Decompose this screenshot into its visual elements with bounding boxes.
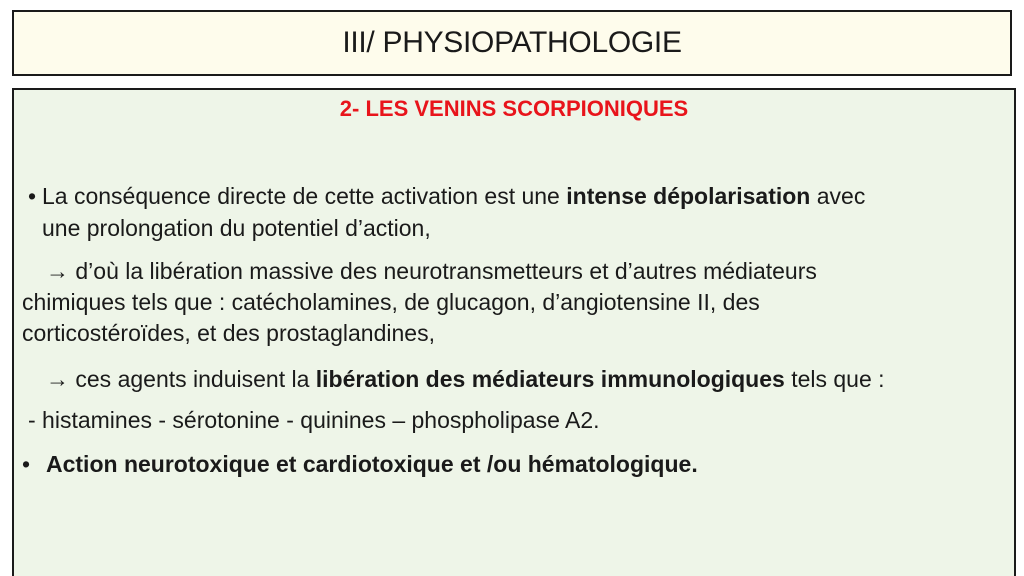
paragraph-4: - histamines - sérotonine - quinines – phospholipase A2. <box>28 407 600 433</box>
content-box <box>12 88 1016 576</box>
paragraph-3-text-post: tels que : <box>784 366 885 392</box>
paragraph-3-text-bold: libération des médiateurs immunologiques <box>315 366 785 392</box>
bullet-item-1-line-2: une prolongation du potentiel d’action, <box>42 215 431 241</box>
paragraph-3 <box>46 363 885 395</box>
paragraph-2-line-1: → d’où la libération massive des neurotransmetteurs et d’autres médiateurs <box>46 258 817 284</box>
bullet-marker: • <box>28 183 37 209</box>
bullet-1-text-post: avec <box>810 183 866 209</box>
slide-title: III/ PHYSIOPATHOLOGIE <box>342 26 682 59</box>
bullet-item-2 <box>22 448 698 480</box>
paragraph-3-text-pre: → ces agents induisent la <box>46 366 316 392</box>
bullet-1-text-pre: La conséquence directe de cette activation est une <box>42 183 567 209</box>
section-heading: 2- LES VENINS SCORPIONIQUES <box>339 96 689 121</box>
bullet-2-text-bold: Action neurotoxique et cardiotoxique et /ou hématologique. <box>46 451 698 477</box>
bullet-item-1 <box>28 180 865 212</box>
bullet-1-text-bold: intense dépolarisation <box>566 183 811 209</box>
paragraph-2-line-3: corticostéroïdes, et des prostaglandines, <box>22 320 435 346</box>
bullet-marker: • <box>22 451 31 477</box>
title-box <box>12 10 1012 76</box>
paragraph-2-line-2: chimiques tels que : catécholamines, de glucagon, d’angiotensine II, des <box>22 289 760 315</box>
